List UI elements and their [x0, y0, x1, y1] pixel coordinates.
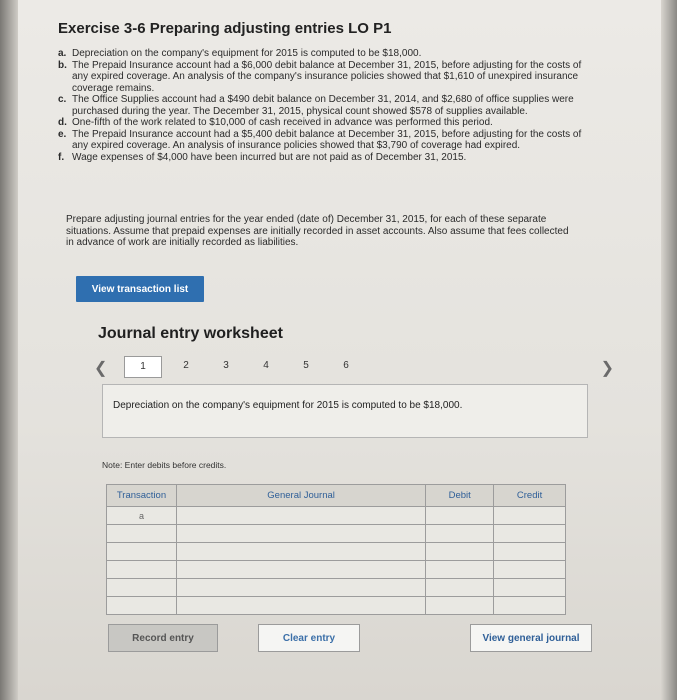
problem-item-a	[58, 48, 598, 60]
transaction-description: Depreciation on the company's equipment for 2015 is computed to be $18,000.	[113, 400, 463, 411]
problem-letter: c.	[58, 94, 67, 105]
exercise-page	[18, 0, 661, 700]
page-title: Exercise 3-6 Preparing adjusting entries LO P1	[58, 20, 392, 37]
problem-item-b	[58, 60, 598, 95]
worksheet-pager	[94, 356, 614, 378]
credit-input[interactable]	[494, 579, 566, 597]
transaction-cell	[107, 561, 177, 579]
page-tab-6[interactable]: 6	[343, 360, 349, 371]
account-input[interactable]	[176, 525, 425, 543]
problem-item-d	[58, 117, 598, 129]
table-row	[107, 525, 566, 543]
debit-input[interactable]	[426, 579, 494, 597]
photo-edge-right	[661, 0, 677, 700]
problem-letter: a.	[58, 48, 67, 59]
instructions-text: Prepare adjusting journal entries for the year ended (date of) December 31, 2015, for each of these separate situations. Assume that prepaid expenses are initially recorded in asset accounts. Also assume that fees collected in advance of work are initially recorded as liabilities.	[66, 214, 569, 248]
problem-text: Wage expenses of $4,000 have been incurred but are not paid as of December 31, 2015.	[72, 151, 467, 163]
problem-text: The Prepaid Insurance account had a $5,400 debit balance at December 31, 2015, before adjusting for the costs of any expired coverage. An analysis of insurance policies showed that $3,790 of coverage had expired.	[72, 128, 582, 151]
table-row	[107, 597, 566, 615]
problem-letter: e.	[58, 128, 67, 140]
problem-letter: f.	[58, 151, 65, 163]
debit-input[interactable]	[426, 543, 494, 561]
transaction-cell	[107, 543, 177, 561]
credit-input[interactable]	[494, 561, 566, 579]
account-input[interactable]	[176, 507, 425, 525]
photo-edge-left	[0, 0, 18, 700]
page-tab-5[interactable]: 5	[303, 360, 309, 371]
problem-text: The Prepaid Insurance account had a $6,000 debit balance at December 31, 2015, before adjusting for the costs of any expired coverage. An analysis of the company's insurance policies showed that $1,610 of unexpired insurance coverage remains.	[72, 59, 582, 94]
problem-text: One-fifth of the work related to $10,000 of cash received in advance was performed this period.	[72, 117, 493, 128]
credit-input[interactable]	[494, 597, 566, 615]
column-transaction: Transaction	[107, 485, 177, 507]
problem-text: Depreciation on the company's equipment for 2015 is computed to be $18,000.	[72, 48, 422, 59]
account-input[interactable]	[176, 579, 425, 597]
chevron-right-icon[interactable]: ❯	[600, 360, 614, 377]
journal-entry-table	[106, 484, 566, 615]
problem-item-e	[58, 129, 598, 152]
page-tab-1[interactable]: 1	[124, 356, 162, 378]
transaction-cell	[107, 525, 177, 543]
credit-input[interactable]	[494, 507, 566, 525]
table-row	[107, 543, 566, 561]
column-debit: Debit	[426, 485, 494, 507]
table-row	[107, 579, 566, 597]
credit-input[interactable]	[494, 525, 566, 543]
debit-input[interactable]	[426, 507, 494, 525]
page-tab-4[interactable]: 4	[263, 360, 269, 371]
problem-letter: d.	[58, 117, 67, 128]
debit-credit-note: Note: Enter debits before credits.	[102, 460, 227, 470]
chevron-left-icon[interactable]: ❮	[94, 360, 108, 377]
problem-list	[58, 48, 598, 163]
record-entry-button[interactable]: Record entry	[108, 624, 218, 652]
transaction-description-box	[102, 384, 588, 438]
credit-input[interactable]	[494, 543, 566, 561]
debit-input[interactable]	[426, 525, 494, 543]
debit-input[interactable]	[426, 597, 494, 615]
account-input[interactable]	[176, 543, 425, 561]
problem-item-c	[58, 94, 598, 117]
view-transaction-list-button[interactable]: View transaction list	[76, 276, 204, 302]
debit-input[interactable]	[426, 561, 494, 579]
problem-item-f	[58, 152, 598, 164]
transaction-cell: a	[107, 507, 177, 525]
worksheet-title: Journal entry worksheet	[98, 325, 283, 342]
clear-entry-button[interactable]: Clear entry	[258, 624, 360, 652]
column-general-journal: General Journal	[176, 485, 425, 507]
transaction-cell	[107, 579, 177, 597]
account-input[interactable]	[176, 561, 425, 579]
page-tab-3[interactable]: 3	[223, 360, 229, 371]
column-credit: Credit	[494, 485, 566, 507]
transaction-cell	[107, 597, 177, 615]
table-row	[107, 561, 566, 579]
table-row	[107, 507, 566, 525]
problem-letter: b.	[58, 59, 67, 71]
journal-header-row	[107, 485, 566, 507]
view-general-journal-button[interactable]: View general journal	[470, 624, 592, 652]
account-input[interactable]	[176, 597, 425, 615]
problem-text: The Office Supplies account had a $490 debit balance on December 31, 2014, and $2,680 of office supplies were purchased during the year. The December 31, 2015, physical count showed $578 of supplies available.	[72, 94, 574, 117]
page-tabs	[124, 356, 366, 378]
page-tab-2[interactable]: 2	[183, 360, 189, 371]
